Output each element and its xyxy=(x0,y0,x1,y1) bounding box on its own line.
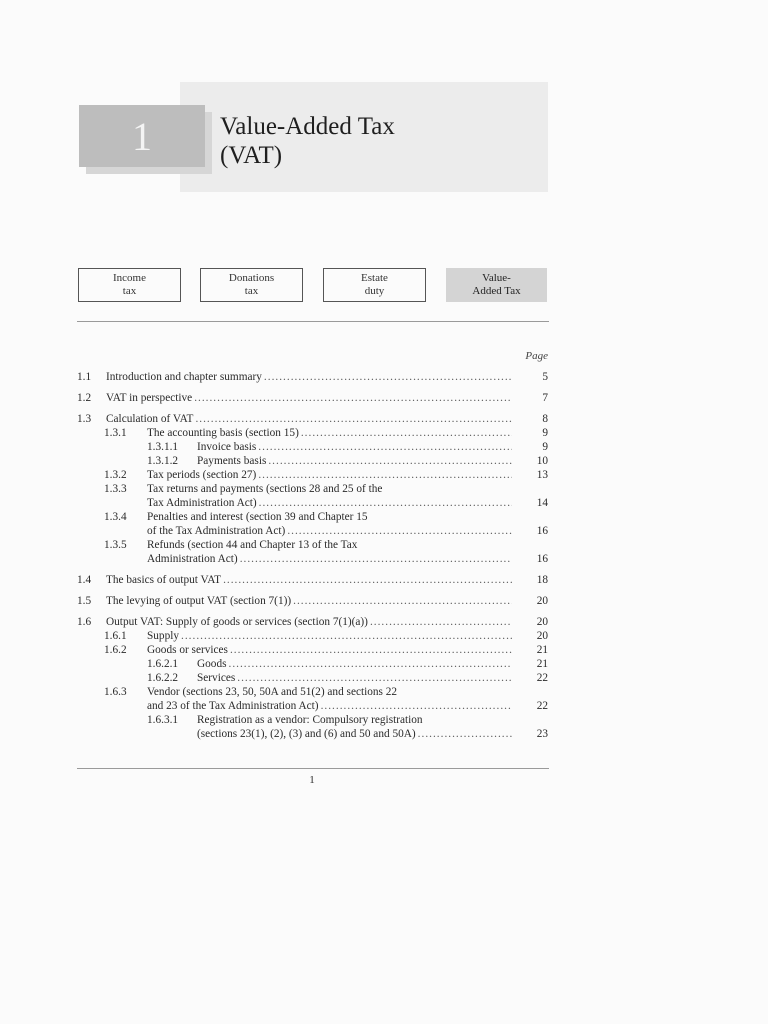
toc-entry-page: 8 xyxy=(542,413,548,425)
toc-leader-dots xyxy=(264,370,512,384)
toc-leader-dots xyxy=(229,657,513,671)
toc-entry-title: Invoice basis xyxy=(197,441,257,453)
toc-leader-dots xyxy=(258,440,512,454)
toc-entry-page: 20 xyxy=(536,595,548,607)
toc-entry xyxy=(77,629,548,643)
toc-entry-title: Goods or services xyxy=(147,644,228,656)
tab-label-line2: tax xyxy=(244,285,259,297)
toc-entry-number: 1.3.3 xyxy=(104,483,127,495)
tab-4 xyxy=(446,268,547,302)
toc-entry-number: 1.3.1.1 xyxy=(147,441,179,453)
toc-entry-title: Payments basis xyxy=(197,455,267,467)
tab-1 xyxy=(78,268,181,302)
tab-label-line1: Donations xyxy=(228,272,275,284)
toc-entry-number: 1.6.1 xyxy=(104,630,127,642)
toc-leader-dots xyxy=(194,391,512,405)
toc-entry-title: (sections 23(1), (2), (3) and (6) and 50 and 50A) xyxy=(197,728,416,740)
tab-label-line2: duty xyxy=(364,285,385,297)
toc-entry-number: 1.6.3 xyxy=(104,686,127,698)
toc-entry-title: Penalties and interest (section 39 and Chapter 15 xyxy=(147,511,368,523)
toc-entry-page: 10 xyxy=(536,455,548,467)
toc-entry-number: 1.6.2 xyxy=(104,644,127,656)
toc-entry xyxy=(77,573,548,587)
toc-leader-dots xyxy=(287,524,512,538)
toc-entry-page: 22 xyxy=(536,672,548,684)
toc-entry-title: Tax periods (section 27) xyxy=(147,469,257,481)
chapter-number: 1 xyxy=(79,105,205,167)
tab-label-line1: Estate xyxy=(361,272,388,284)
toc-entry-title: The basics of output VAT xyxy=(106,574,222,586)
tab-label-line2: tax xyxy=(122,285,137,297)
toc-leader-dots xyxy=(268,454,512,468)
toc-leader-dots xyxy=(301,426,512,440)
toc-entry xyxy=(77,685,548,713)
toc-entry-title: of the Tax Administration Act) xyxy=(147,525,286,537)
toc-entry xyxy=(77,482,548,510)
toc-entry-page: 23 xyxy=(536,728,548,740)
toc-entry xyxy=(77,657,548,671)
toc-entry xyxy=(77,594,548,608)
footer-divider xyxy=(77,768,549,769)
toc-entry xyxy=(77,713,548,741)
toc-leader-dots xyxy=(418,727,512,741)
toc-entry-title: Supply xyxy=(147,630,180,642)
toc-entry-number: 1.4 xyxy=(77,574,92,586)
header-divider xyxy=(77,321,549,322)
toc-entry xyxy=(77,440,548,454)
toc-entry xyxy=(77,370,548,384)
tab-label-line1: Income xyxy=(113,272,146,284)
chapter-title-line2: (VAT) xyxy=(220,142,283,169)
toc-leader-dots xyxy=(370,615,512,629)
toc-entry-page: 20 xyxy=(536,616,548,628)
page-column-label: Page xyxy=(525,350,548,362)
toc-entry-title: Registration as a vendor: Compulsory registration xyxy=(197,714,423,726)
toc-leader-dots xyxy=(195,412,512,426)
toc-entry-number: 1.6 xyxy=(77,616,92,628)
toc-entry xyxy=(77,538,548,566)
toc-leader-dots xyxy=(258,468,512,482)
toc-entry-title: Introduction and chapter summary xyxy=(106,371,262,383)
toc-entry-page: 5 xyxy=(542,371,548,383)
toc-entry-title: Refunds (section 44 and Chapter 13 of the Tax xyxy=(147,539,358,551)
toc-entry xyxy=(77,412,548,426)
chapter-title xyxy=(220,112,395,170)
toc-leader-dots xyxy=(230,643,512,657)
toc-entry-page: 22 xyxy=(536,700,548,712)
toc-leader-dots xyxy=(321,699,512,713)
toc-entry-page: 21 xyxy=(536,644,548,656)
toc-entry xyxy=(77,468,548,482)
toc-entry-number: 1.6.3.1 xyxy=(147,714,179,726)
toc-entry-number: 1.1 xyxy=(77,371,92,383)
toc-entry xyxy=(77,510,548,538)
toc-entry-number: 1.3.5 xyxy=(104,539,127,551)
toc-entry-page: 9 xyxy=(542,427,548,439)
toc-entry-page: 18 xyxy=(536,574,548,586)
table-of-contents xyxy=(77,370,548,741)
toc-entry-page: 14 xyxy=(536,497,548,509)
toc-entry-title: Tax returns and payments (sections 28 and 25 of the xyxy=(147,483,383,495)
toc-entry-number: 1.6.2.1 xyxy=(147,658,179,670)
toc-entry-number: 1.6.2.2 xyxy=(147,672,179,684)
toc-entry-number: 1.5 xyxy=(77,595,92,607)
toc-entry-page: 13 xyxy=(536,469,548,481)
tab-label-line2: Added Tax xyxy=(472,285,521,297)
toc-leader-dots xyxy=(259,496,512,510)
toc-entry-title: and 23 of the Tax Administration Act) xyxy=(147,700,319,712)
toc-leader-dots xyxy=(293,594,512,608)
toc-entry-page: 21 xyxy=(536,658,548,670)
toc-entry-title: Services xyxy=(197,672,236,684)
tab-2 xyxy=(200,268,303,302)
toc-entry xyxy=(77,671,548,685)
toc-entry-number: 1.3 xyxy=(77,413,92,425)
toc-entry xyxy=(77,426,548,440)
toc-entry-page: 9 xyxy=(542,441,548,453)
toc-entry-number: 1.3.4 xyxy=(104,511,127,523)
toc-leader-dots xyxy=(223,573,512,587)
toc-entry-title: Output VAT: Supply of goods or services (section 7(1)(a)) xyxy=(106,616,368,628)
toc-entry-number: 1.2 xyxy=(77,392,92,404)
toc-leader-dots xyxy=(181,629,512,643)
toc-entry-title: Calculation of VAT xyxy=(106,413,194,425)
tab-label-line1: Value- xyxy=(482,272,511,284)
toc-entry-title: Goods xyxy=(197,658,227,670)
toc-entry-page: 7 xyxy=(542,392,548,404)
toc-entry-number: 1.3.1 xyxy=(104,427,127,439)
toc-entry-number: 1.3.2 xyxy=(104,469,127,481)
tab-3 xyxy=(323,268,426,302)
toc-entry-page: 16 xyxy=(536,525,548,537)
chapter-title-line1: Value-Added Tax xyxy=(220,113,395,140)
toc-entry xyxy=(77,391,548,405)
toc-entry-title: Vendor (sections 23, 50, 50A and 51(2) and sections 22 xyxy=(147,686,398,698)
toc-entry-page: 16 xyxy=(536,553,548,565)
toc-entry-title: The levying of output VAT (section 7(1)) xyxy=(106,595,292,607)
toc-leader-dots xyxy=(237,671,512,685)
toc-entry-number: 1.3.1.2 xyxy=(147,455,179,467)
toc-entry-title: VAT in perspective xyxy=(106,392,193,404)
toc-entry xyxy=(77,454,548,468)
page-number: 1 xyxy=(309,774,315,786)
toc-entry xyxy=(77,615,548,629)
toc-entry-title: The accounting basis (section 15) xyxy=(147,427,299,439)
toc-entry xyxy=(77,643,548,657)
toc-entry-page: 20 xyxy=(536,630,548,642)
toc-entry-title: Tax Administration Act) xyxy=(147,497,257,509)
toc-entry-title: Administration Act) xyxy=(147,553,238,565)
toc-leader-dots xyxy=(240,552,512,566)
